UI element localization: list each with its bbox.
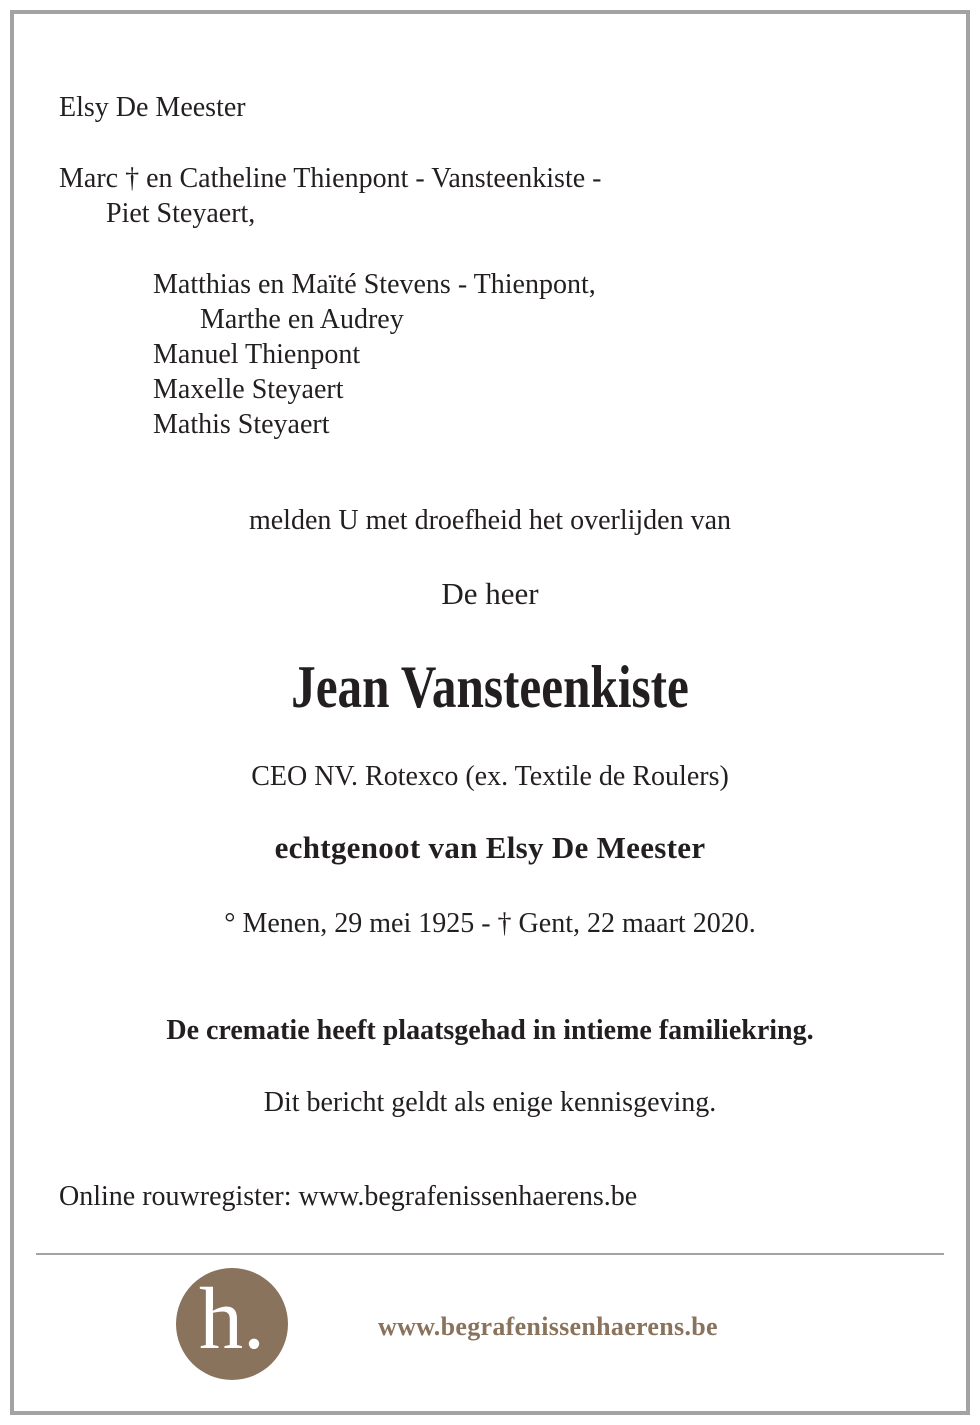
grandchild-line: Matthias en Maïté Stevens - Thienpont, (153, 269, 596, 300)
spouse-line: echtgenoot van Elsy De Meester (274, 830, 706, 865)
announcer-line-1: Elsy De Meester (59, 92, 246, 123)
cremation-notice: De crematie heeft plaatsgehad in intieme familiekring. (166, 1015, 814, 1046)
deceased-name: Jean Vansteenkiste (291, 654, 689, 720)
announcer-line-2: Marc † en Catheline Thienpont - Vansteenkiste - (59, 163, 602, 194)
funeral-home-logo (176, 1268, 288, 1380)
grandchild-line: Marthe en Audrey (200, 304, 404, 335)
grandchild-line: Manuel Thienpont (153, 339, 361, 370)
deceased-title: CEO NV. Rotexco (ex. Textile de Roulers) (251, 761, 729, 792)
footer-divider (36, 1253, 944, 1255)
grandchild-line: Maxelle Steyaert (153, 374, 344, 405)
birth-death-dates: ° Menen, 29 mei 1925 - † Gent, 22 maart 2020. (224, 908, 756, 939)
grandchild-line: Mathis Steyaert (153, 409, 330, 440)
notice-line: Dit bericht geldt als enige kennisgeving. (263, 1087, 717, 1118)
footer-website-link[interactable]: www.begrafenissenhaerens.be (378, 1312, 718, 1341)
announcement-intro: melden U met droefheid het overlijden van (248, 505, 732, 536)
salutation: De heer (441, 576, 539, 611)
logo-letter: h. (199, 1271, 265, 1368)
announcer-line-3: Piet Steyaert, (106, 198, 256, 229)
online-register[interactable]: Online rouwregister: www.begrafenissenhaerens.be (59, 1181, 638, 1212)
